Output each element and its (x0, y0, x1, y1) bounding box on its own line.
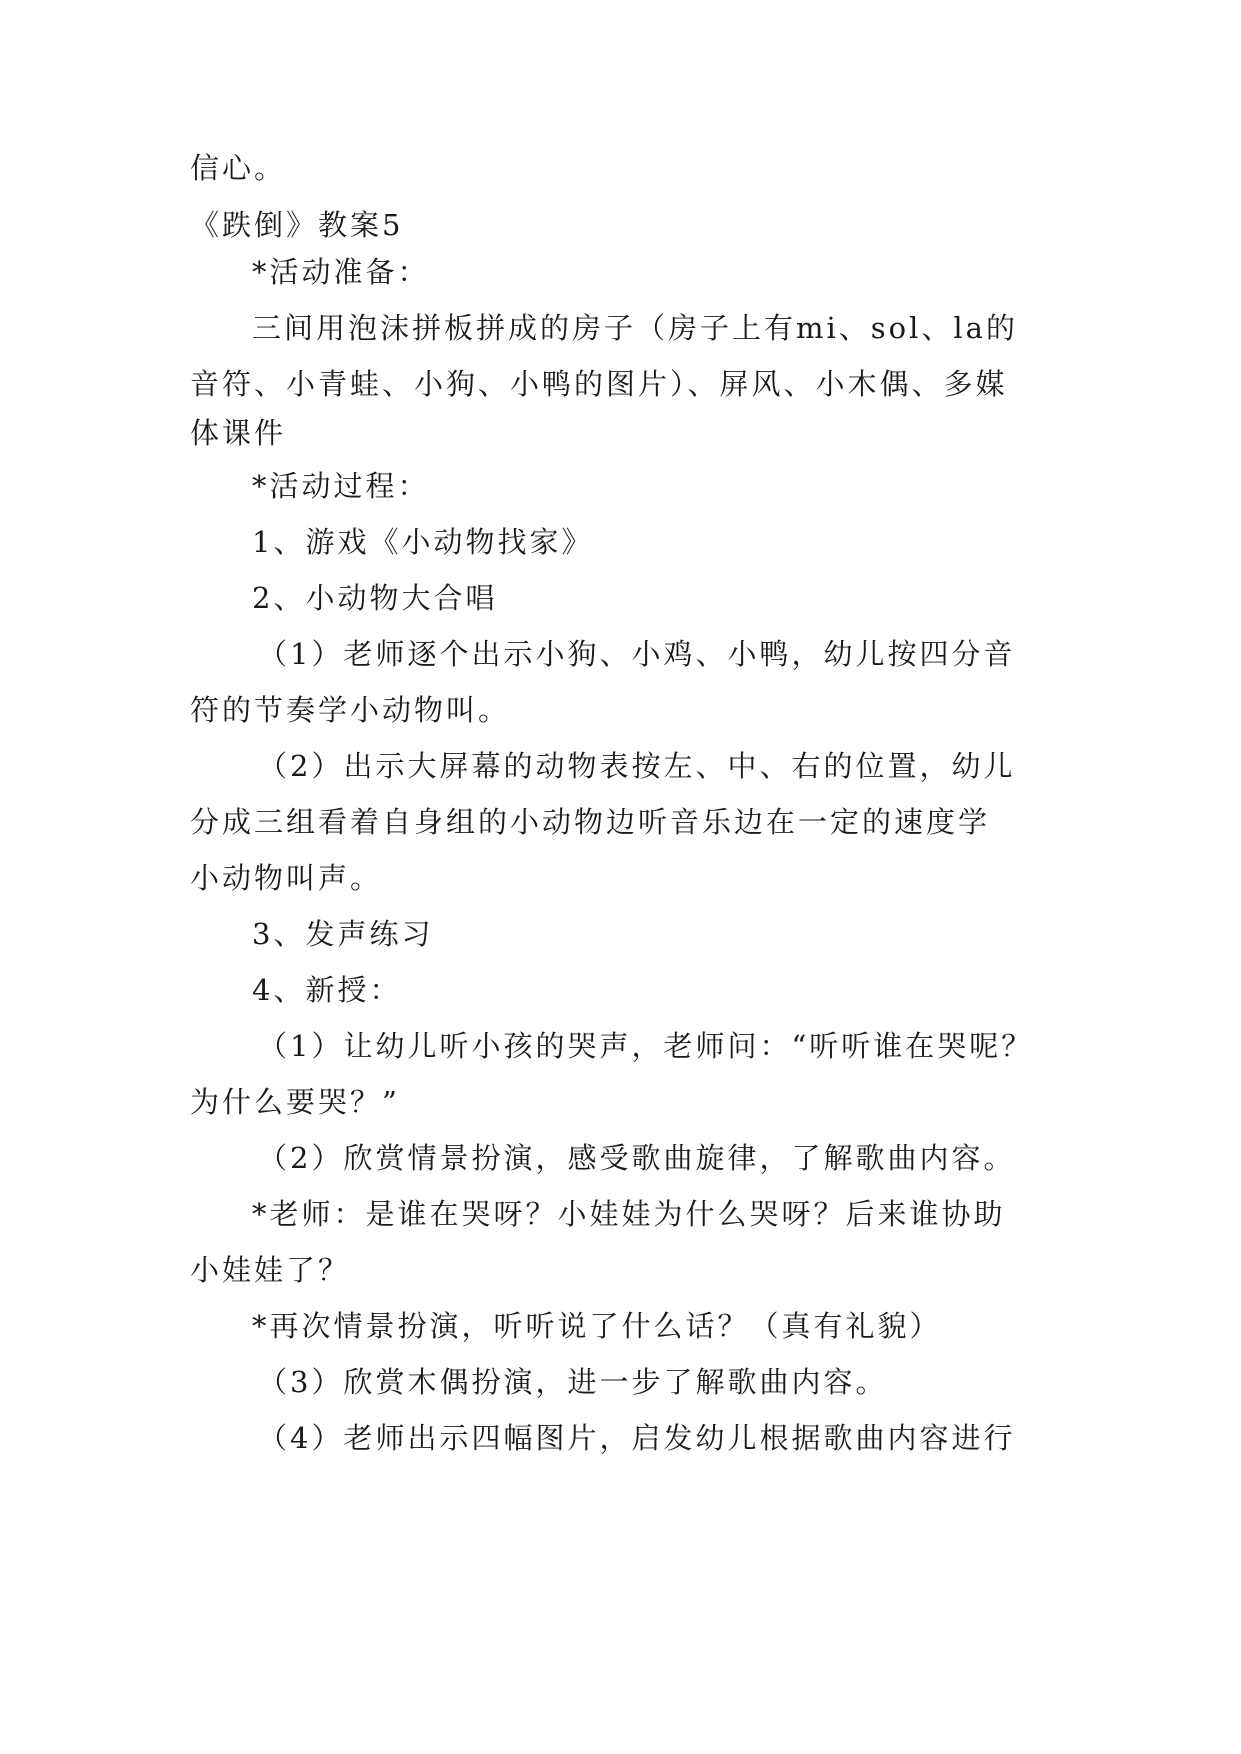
step-2-sub-2-line-2: 分成三组看着自身组的小动物边听音乐边在一定的速度学 (190, 805, 991, 839)
step-4-sub-3: （3）欣赏木偶扮演，进一步了解歌曲内容。 (258, 1365, 888, 1399)
step-2-sub-2-line-3: 小动物叫声。 (190, 861, 383, 895)
section-heading: 《跌倒》教案5 (190, 208, 404, 242)
step-4: 4、新授： (252, 973, 402, 1007)
step-2: 2、小动物大合唱 (252, 581, 498, 615)
paragraph-continuation: 信心。 (190, 151, 287, 185)
teacher-question-line-1: *老师：是谁在哭呀？小娃娃为什么哭呀？后来谁协助 (252, 1197, 1006, 1231)
step-1: 1、游戏《小动物找家》 (252, 525, 594, 559)
roleplay-again: *再次情景扮演，听听说了什么话？（真有礼貌） (252, 1309, 942, 1343)
step-2-sub-1-line-2: 符的节奏学小动物叫。 (190, 693, 511, 727)
step-4-sub-1-line-2: 为什么要哭？” (190, 1085, 400, 1119)
step-4-sub-2: （2）欣赏情景扮演，感受歌曲旋律，了解歌曲内容。 (258, 1141, 1016, 1175)
step-2-sub-2-line-1: （2）出示大屏幕的动物表按左、中、右的位置，幼儿 (258, 749, 1016, 783)
step-4-sub-4: （4）老师出示四幅图片，启发幼儿根据歌曲内容进行 (258, 1421, 1016, 1455)
step-4-sub-1-line-1: （1）让幼儿听小孩的哭声，老师问：“听听谁在哭呢？ (258, 1029, 1034, 1063)
step-2-sub-1-line-1: （1）老师逐个出示小狗、小鸡、小鸭，幼儿按四分音 (258, 637, 1016, 671)
step-3: 3、发声练习 (252, 917, 434, 951)
prep-paragraph-line-1: 三间用泡沫拼板拼成的房子（房子上有mi、sol、la的 (252, 311, 1018, 345)
prep-paragraph-line-3: 体课件 (190, 416, 287, 450)
activity-prep-heading: *活动准备： (252, 255, 430, 289)
activity-process-heading: *活动过程： (252, 469, 430, 503)
prep-paragraph-line-2: 音符、小青蛙、小狗、小鸭的图片）、屏风、小木偶、多媒 (190, 367, 1008, 401)
teacher-question-line-2: 小娃娃了？ (190, 1253, 351, 1287)
